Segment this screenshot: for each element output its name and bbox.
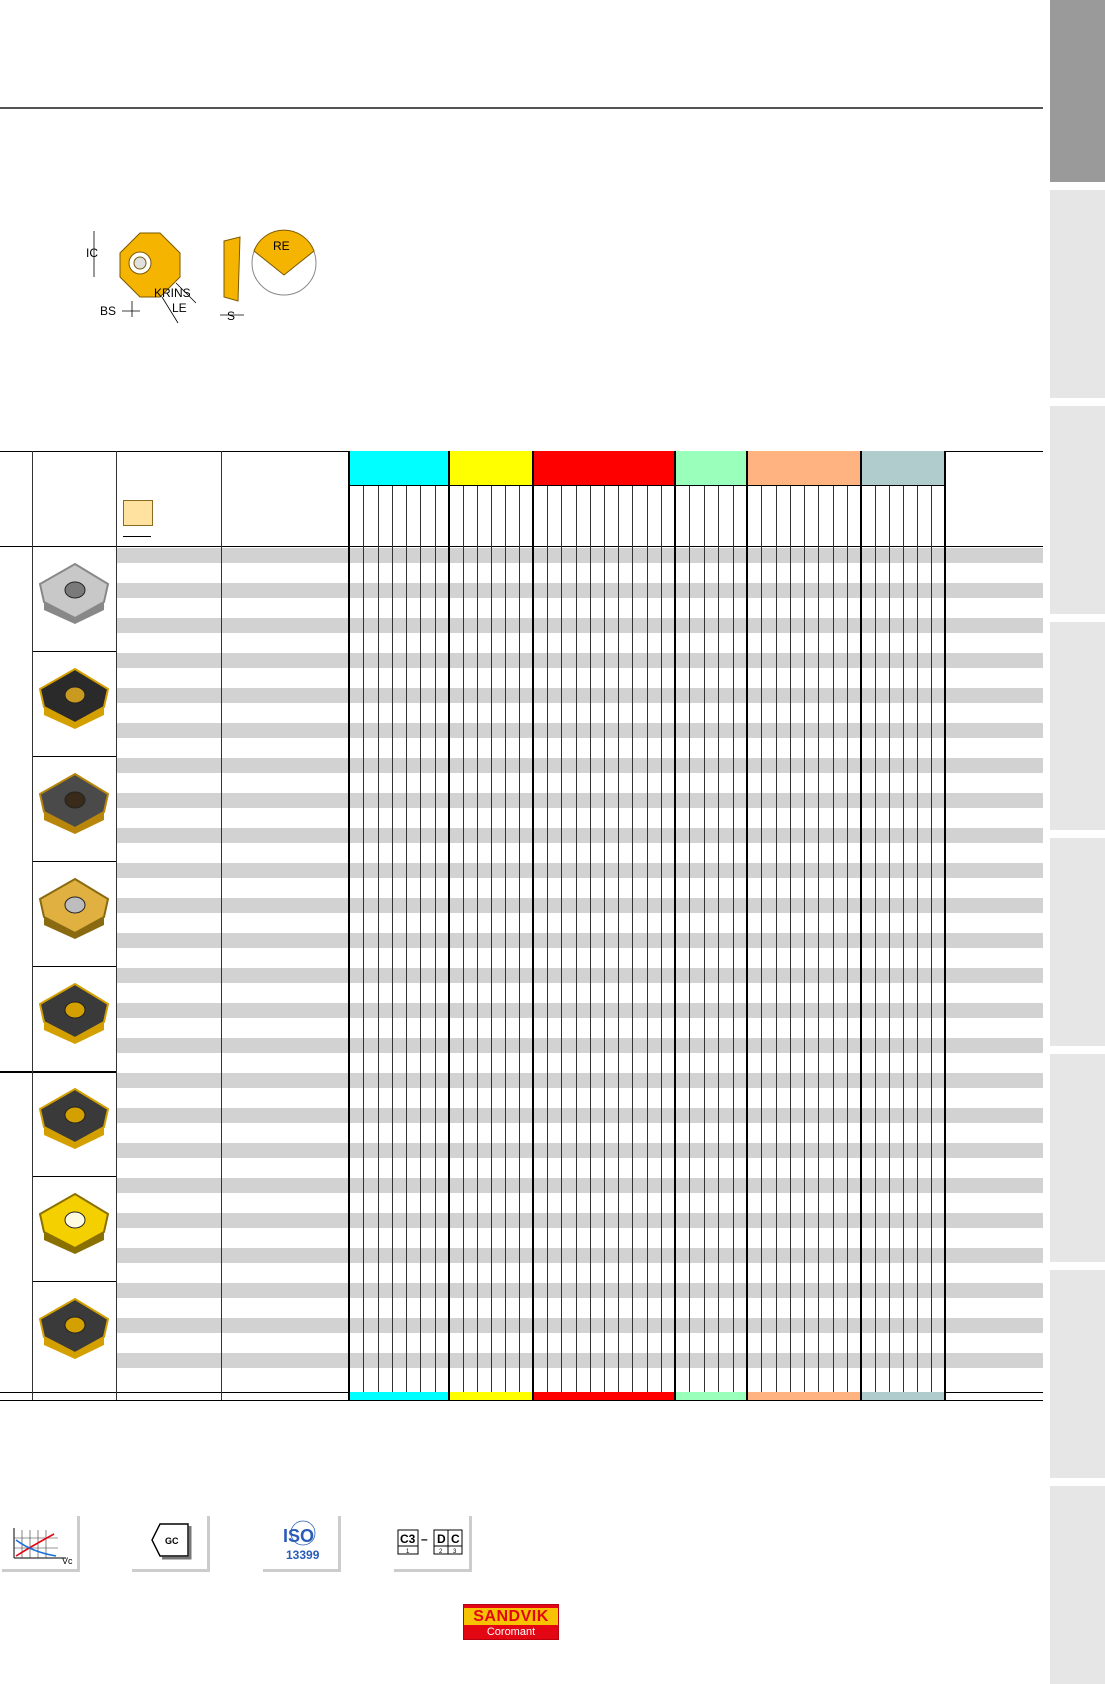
row-rule xyxy=(33,1176,116,1177)
bs-label: BS xyxy=(100,304,117,318)
grade-column xyxy=(519,485,520,1392)
grade-column xyxy=(561,485,562,1392)
grade-column xyxy=(604,485,605,1392)
grade-column xyxy=(718,485,719,1392)
table-bottom-rule xyxy=(0,1400,1043,1401)
iso-label: ISO xyxy=(283,1526,315,1546)
grade-column xyxy=(647,485,648,1392)
row-rule xyxy=(33,651,116,652)
insert-dark-gold-icon xyxy=(34,978,116,1048)
material-header-M xyxy=(449,451,533,485)
svg-text:C3: C3 xyxy=(400,1532,416,1546)
svg-text:–: – xyxy=(421,1532,428,1546)
s-label: S xyxy=(227,309,236,323)
grade-column xyxy=(618,485,619,1392)
material-header-H xyxy=(861,451,945,485)
material-divider xyxy=(746,451,748,1400)
grade-column xyxy=(875,485,876,1392)
insert-dark-gold-icon xyxy=(34,1293,116,1363)
column-divider xyxy=(32,451,33,1400)
grade-column xyxy=(733,485,734,1392)
insert-silver-icon xyxy=(34,558,116,628)
grade-column xyxy=(903,485,904,1392)
grade-column xyxy=(463,485,464,1392)
grade-column xyxy=(833,485,834,1392)
grade-column xyxy=(818,485,819,1392)
side-tab[interactable] xyxy=(1050,190,1105,398)
material-footer-H xyxy=(861,1392,945,1400)
insert-dark-icon xyxy=(34,768,116,838)
width-arrow xyxy=(123,536,151,537)
grade-column xyxy=(847,485,848,1392)
grade-column xyxy=(704,485,705,1392)
svg-text:D: D xyxy=(437,1532,446,1546)
grade-code-icon[interactable] xyxy=(132,1516,210,1572)
ic-label: IC xyxy=(86,246,98,260)
insert-dark-gold-icon xyxy=(34,1083,116,1153)
row-rule xyxy=(0,1071,116,1073)
material-divider xyxy=(674,451,676,1400)
side-tab-active[interactable] xyxy=(1050,0,1105,182)
material-footer-K xyxy=(533,1392,675,1400)
gc-label: GC xyxy=(165,1536,179,1546)
iso-13399-icon[interactable] xyxy=(263,1516,341,1572)
material-header-S xyxy=(747,451,861,485)
grade-column xyxy=(435,485,436,1392)
material-divider xyxy=(532,451,534,1400)
sandvik-coromant-logo xyxy=(463,1604,559,1640)
vc-label: Vc xyxy=(62,1556,73,1566)
cutting-data-chart-icon[interactable] xyxy=(2,1516,80,1572)
grade-column xyxy=(547,485,548,1392)
grade-column xyxy=(576,485,577,1392)
material-footer-P xyxy=(349,1392,449,1400)
grade-column xyxy=(491,485,492,1392)
code-digit: 2 xyxy=(439,1549,443,1555)
insert-gold-icon xyxy=(34,873,116,943)
grade-column xyxy=(632,485,633,1392)
row-rule xyxy=(33,756,116,757)
code-digit: 1 xyxy=(406,1549,410,1555)
grade-column xyxy=(477,485,478,1392)
row-rule xyxy=(33,966,116,967)
row-rule xyxy=(33,861,116,862)
code-key-icon[interactable] xyxy=(394,1516,472,1572)
side-tab[interactable] xyxy=(1050,1054,1105,1262)
grade-column xyxy=(889,485,890,1392)
width-symbol-icon xyxy=(123,500,153,526)
side-tab[interactable] xyxy=(1050,406,1105,614)
grade-column xyxy=(931,485,932,1392)
side-tab[interactable] xyxy=(1050,1270,1105,1478)
grade-column xyxy=(661,485,662,1392)
material-footer-M xyxy=(449,1392,533,1400)
side-tab[interactable] xyxy=(1050,1486,1105,1684)
material-footer-N xyxy=(675,1392,747,1400)
grade-column xyxy=(363,485,364,1392)
material-divider xyxy=(860,451,862,1400)
header-bottom-rule xyxy=(0,546,1043,547)
column-divider xyxy=(221,451,222,1400)
brand-sub: Coromant xyxy=(486,1626,536,1638)
brand-name: SANDVIK xyxy=(464,1608,558,1625)
grade-column xyxy=(406,485,407,1392)
grade-column xyxy=(378,485,379,1392)
column-divider xyxy=(116,451,117,1400)
krins-label: KRINS xyxy=(154,286,191,300)
re-label: RE xyxy=(273,239,290,253)
grade-column xyxy=(392,485,393,1392)
material-header-K xyxy=(533,451,675,485)
grade-column xyxy=(420,485,421,1392)
row-rule xyxy=(33,1281,116,1282)
material-divider xyxy=(348,451,350,1400)
code-digit: 3 xyxy=(453,1549,457,1555)
grade-column xyxy=(776,485,777,1392)
grade-column xyxy=(590,485,591,1392)
grade-column xyxy=(689,485,690,1392)
grade-column xyxy=(917,485,918,1392)
material-divider xyxy=(448,451,450,1400)
insert-yellow-icon xyxy=(34,1188,116,1258)
le-label: LE xyxy=(172,301,187,315)
material-divider xyxy=(944,451,946,1400)
side-tab[interactable] xyxy=(1050,622,1105,830)
material-header-N xyxy=(675,451,747,485)
grade-column xyxy=(790,485,791,1392)
material-header-rule xyxy=(349,485,945,486)
iso-number: 13399 xyxy=(286,1548,320,1562)
grade-column xyxy=(505,485,506,1392)
grade-column xyxy=(804,485,805,1392)
svg-text:C: C xyxy=(451,1532,460,1546)
side-tab[interactable] xyxy=(1050,838,1105,1046)
material-footer-S xyxy=(747,1392,861,1400)
insert-black-gold-icon xyxy=(34,663,116,733)
grade-column xyxy=(761,485,762,1392)
material-header-P xyxy=(349,451,449,485)
